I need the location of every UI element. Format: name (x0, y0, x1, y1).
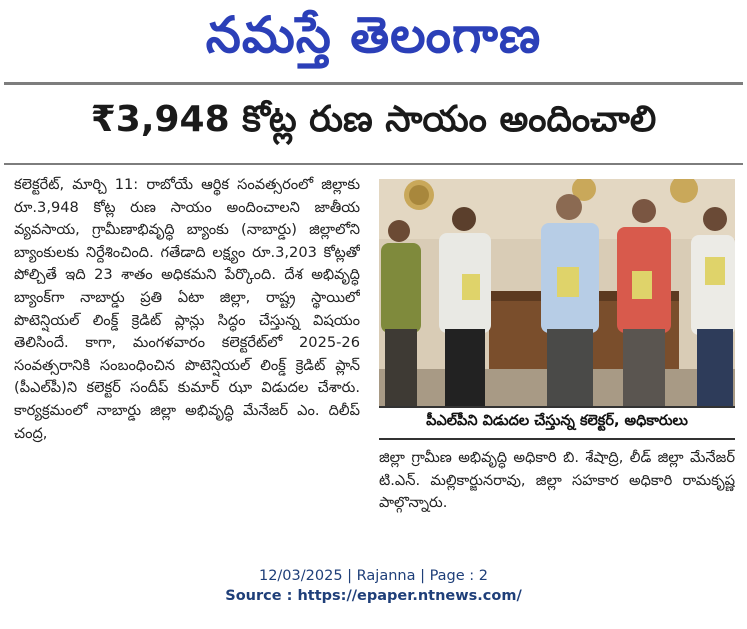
article-headline: ₹3,948 కోట్ల రుణ సాయం అందించాలి (90, 99, 657, 140)
source-link[interactable]: Source : https://epaper.ntnews.com/ (225, 588, 522, 604)
news-photo (379, 179, 735, 406)
article-body: కలెక్టరేట్, మార్చి 11: రాబోయే ఆర్థిక సంవత్సరంలో జిల్లాకు రూ.3,948 కోట్ల రుణ సాయం అందించాలని జాతీయ వ్యవసాయ, గ్రామీణాభివృద్ధి బ్యాంకు (నాబార్డు) జిల్లాలోని బ్యాంకులకు నిర్దేశించింది. గతేడాది లక్ష్యం రూ.3,203 కోట్లతో పోల్చితే ఇది 23 శాతం అధికమని పేర్కొంది. దేశ అభివృద్ధి బ్యాంక్‌గా నాబార్డు ప్రతి ఏటా జిల్లా, రాష్ట్ర స్థాయిలో పొటెన్షియల్ లింక్డ్ క్రెడిట్ ప్లాన్లు సిద్ధం చేస్తున్న విషయం తెలిసిందే. కాగా, మంగళవారం కలెక్టరేట్‌లో 2025-26 సంవత్సరానికి సంబంధించిన పొటెన్షియల్ లింక్డ్ క్రెడిట్ ప్లాన్ (పీఎల్‌పీ)ని కలెక్టర్ సందీప్ కుమార్ ఝా విడుదల చేశారు. కార్యక్రమంలో నాబార్డు జిల్లా అభివృద్ధి మేనేజర్ ఎం. దిలీప్ చంద్ర, (14, 176, 360, 442)
edition-date-line: 12/03/2025 | Rajanna | Page : 2 (258, 568, 489, 584)
headline-divider (4, 163, 743, 165)
masthead-divider (4, 82, 743, 85)
photo-caption: పీఎల్‌పీని విడుదల చేస్తున్న కలెక్టర్, అధికారులు (379, 406, 735, 440)
article-continued: జిల్లా గ్రామీణ అభివృద్ధి అధికారి బి. శేషాద్రి, లీడ్ జిల్లా మేనేజర్ టి.ఎన్. మల్లికార్జునరావు, జిల్లా సహకార అధికారి రామకృష్ణ పాల్గొన్నారు. (379, 449, 735, 512)
newspaper-masthead: నమస్తే తెలంగాణ (205, 5, 542, 64)
source-footer (0, 566, 747, 606)
